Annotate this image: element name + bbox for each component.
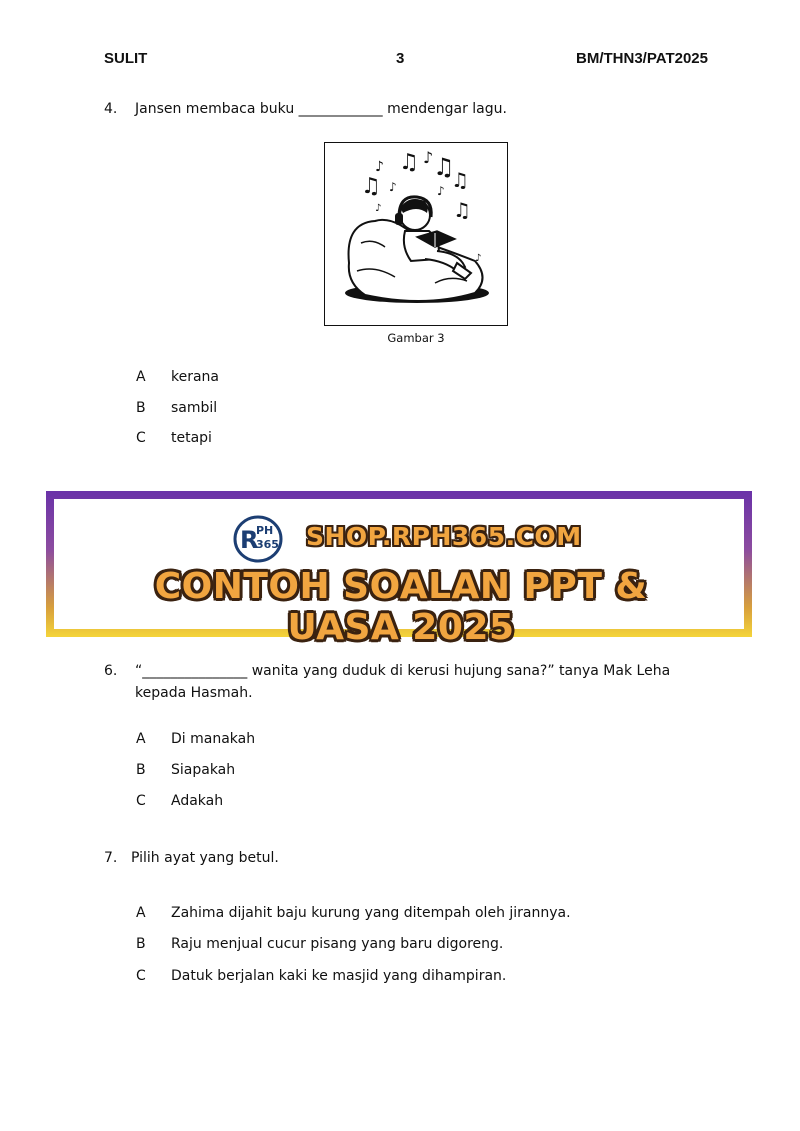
option-text: Datuk berjalan kaki ke masjid yang dihampiran. <box>171 968 507 984</box>
svg-text:♪: ♪ <box>475 253 482 264</box>
option-letter: B <box>136 762 146 778</box>
svg-text:♫: ♫ <box>433 153 455 181</box>
svg-text:365: 365 <box>256 538 279 551</box>
header-classification: SULIT <box>104 50 148 67</box>
option-letter: C <box>136 793 146 809</box>
option-letter: C <box>136 430 146 446</box>
svg-text:♫: ♫ <box>399 150 419 175</box>
option-letter: A <box>136 369 146 385</box>
svg-text:♪: ♪ <box>423 148 434 167</box>
page-header <box>104 50 708 70</box>
question-number: 4. <box>104 101 118 117</box>
option-text: Zahima dijahit baju kurung yang ditempah oleh jirannya. <box>171 905 571 921</box>
option-text: sambil <box>171 400 218 416</box>
svg-text:♪: ♪ <box>389 180 397 194</box>
option-letter: B <box>136 400 146 416</box>
option-text: Raju menjual cucur pisang yang baru digoreng. <box>171 936 504 952</box>
question-text: Jansen membaca buku ____________ mendengar lagu. <box>135 101 507 117</box>
option-text: Siapakah <box>171 762 236 778</box>
question-number: 7. <box>104 850 118 866</box>
question-number: 6. <box>104 663 118 679</box>
question-6 <box>104 660 724 704</box>
svg-text:♪: ♪ <box>375 203 382 214</box>
svg-text:♫: ♫ <box>451 168 469 192</box>
svg-text:♫: ♫ <box>361 174 381 199</box>
boy-reading-with-headphones-illustration <box>325 143 507 325</box>
option-text: Adakah <box>171 793 224 809</box>
banner-url[interactable]: SHOP.RPH365.COM <box>306 522 582 551</box>
question-illustration <box>324 142 508 326</box>
figure-caption: Gambar 3 <box>387 331 445 345</box>
svg-text:♪: ♪ <box>375 159 384 175</box>
question-4 <box>104 98 724 120</box>
question-text: Pilih ayat yang betul. <box>131 850 279 866</box>
option-text: Di manakah <box>171 731 256 747</box>
question-text: “_______________ wanita yang duduk di kerusi hujung sana?” tanya Mak Leha kepada Hasmah. <box>135 663 671 701</box>
option-text: kerana <box>171 369 220 385</box>
document-code: BM/THN3/PAT2025 <box>576 50 708 67</box>
option-letter: B <box>136 936 146 952</box>
question-7 <box>104 847 724 869</box>
option-letter: A <box>136 905 146 921</box>
svg-text:R: R <box>240 526 259 554</box>
option-letter: C <box>136 968 146 984</box>
option-letter: A <box>136 731 146 747</box>
rph365-logo <box>232 514 290 564</box>
svg-text:♪: ♪ <box>437 184 445 198</box>
svg-text:PH: PH <box>256 524 274 537</box>
banner-title: CONTOH SOALAN PPT & UASA 2025 <box>154 566 648 648</box>
option-text: tetapi <box>171 430 212 446</box>
page-number: 3 <box>396 50 405 67</box>
svg-text:♫: ♫ <box>453 198 471 222</box>
